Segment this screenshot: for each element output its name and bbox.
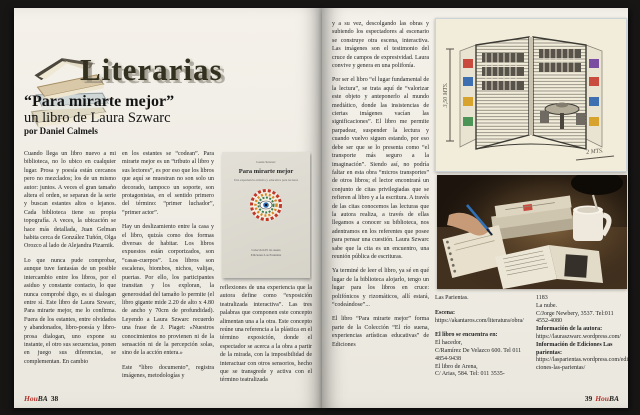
store-name: El hacedor, <box>435 340 463 347</box>
contact-info <box>435 295 628 379</box>
book-cover-subtitle: Una experiencia artística y educativa para lectores <box>233 178 299 182</box>
desk-writing-photo <box>437 175 627 289</box>
paragraph: Lo que nunca pude comprobar, aunque tuve fantasías de un posible intercambio entre los libros, por el asiduo y constante contacto, lo que nunca comprobé digo, es si dialogan entre sí. Este libro de Laura Szwarc, Para mirarte mejor, me lo confirma. Fuera de los estantes, entre olvidados y abandonados, libro-poesía y libro-prosa dialogan, uno expone su instante, el otro sus secuencias, ponen en juego sus diferencias, se complementan. En cambio <box>24 257 116 365</box>
left-page-column-3 <box>220 150 312 402</box>
publisher-name: Las Parientas. <box>435 295 469 301</box>
store-address: C/Jorge Newbery, 3537. Tel:011 4552-4080 <box>536 310 614 325</box>
left-page-column-2 <box>122 150 214 402</box>
book-cover-author: Laura Szwarc <box>256 160 276 164</box>
book-cover-collection: Colección El río suena <box>251 248 281 253</box>
article-byline: por Daniel Calmels <box>24 126 98 137</box>
paragraph: Cuando llega un libro nuevo a mi biblioteca, no lo ubico en cualquier lugar. Prosa y poesía están cercanos pero no mezclados; los de un mismo autor: juntos. A veces el gran tamaño altera el orden, se separan de la serie y buscan estantes altos o lejanos. Cada biblioteca tiene su propia topografía. A veces, la ubicación se hace más detallada, Juan Gelman habita cerca de González Tuñón, Olga Orozco al lado de Alejandra Pizarnik. <box>24 151 116 250</box>
page-number-right: 39 <box>584 394 593 403</box>
press-info-label: Información de Ediciones Las parientas: <box>536 341 613 356</box>
article-subtitle: un libro de Laura Szwarc <box>24 109 171 126</box>
right-page-footer: 39 HouBA <box>584 394 619 403</box>
author-link[interactable]: https://lauraszwarc.wordpress.com/ <box>536 333 621 340</box>
store-address: C/Ramírez De Velazco 600. Tel 011 4854-9438 <box>435 347 522 362</box>
right-page-column-1 <box>332 20 429 402</box>
stores-label: El libro se encuentra en: <box>435 332 498 339</box>
store-address: C/ Arias, 584. Tel: 011 3535- <box>435 371 505 378</box>
scene-link[interactable]: https://akantaros.com/literatura/obra/ <box>435 317 524 324</box>
phone-continuation: 1183 <box>536 295 548 301</box>
paragraph: Hay un deslizamiento entre la casa y el libro, quizás como dos formas diversas de habitar. Los libros expuestos están corporizados, son “casas-cuerpos”. Los libros son escaleras, biombos, nichos, valijas, puertas. Por ello, los participantes transitan y los exploran, la generosidad del tamaño lo permite (el libro gigante mide 2.20 de alto x 4.80 de ancho y 70cm de profundidad). Leyendo a Laura Szwarc recuerdo una frase de J. Piaget: «Nuestros conocimientos no provienen ni de la sensación ni de la percepción solas, sino de la acción entera.» <box>122 224 214 357</box>
store-name: La nube. <box>536 302 557 309</box>
article-title: “Para mirarte mejor” <box>24 93 175 110</box>
drawing-width-label: 2 MTS. <box>585 148 604 156</box>
author-info-label: Información de la autora: <box>536 326 603 333</box>
section-title: Literarias <box>80 52 223 87</box>
paragraph: reflexiones de una experiencia que la autora define como “exposición teatralizada interactiva”. Las tres palabras que componen este concepto alimentan una a la otra. Este concepto reúne una referencia a la plástica en el término exposición, donde el espectador se acerca a la obra a partir de la mirada, con la imposibilidad de interactuar con otros sensorios, hecho que se transgrede y activa con el término teatralizada <box>220 285 312 384</box>
book-cover-image <box>222 152 310 278</box>
paragraph: en los estantes se “codean”. Para mirarte mejor es un “tributo al libro y sus lectores”, es por eso que los libros que aquí se muestran no son solo un decorado, tampoco un soporte, son protagonistas, en el sentido primero del término: “primer luchador”, “primer actor”. <box>122 151 214 216</box>
magazine-logo: Hou <box>24 394 38 403</box>
contact-column-1 <box>435 295 527 379</box>
eye-mandala-emblem <box>249 188 283 222</box>
drawing-height-label: 3,50 MTS. <box>443 82 449 108</box>
book-cover-footer <box>222 248 310 257</box>
paragraph: Ya terminé de leer el libro, ya sé en qué lugar de la biblioteca alojarlo, tengo un lugar para los libros en cruce: polifónicos y rizomáticos, allí estará, “codeándose”... <box>332 268 429 308</box>
contact-column-2 <box>536 295 628 379</box>
press-link[interactable]: https://lasparientas.wordpress.com/ediciones-las-parientas/ <box>536 357 628 372</box>
paragraph: Este “libro documento”, registra imágenes, metodologías y <box>122 364 214 380</box>
paragraph: Por ser el libro “el lugar fundamental de la lectura”, se trata aquí de “valorizar este objeto y anteponerlo al mundo mediático, donde las insistencias de ciertas imágenes vacían las significaciones”. El libro me permite parpadear, suspender la lectura y cuando vuelvo siguen estando, por eso debe ser que se lo presenta como “el transporte más seguro a la imaginación”. Siendo así, no podría faltar en esta obra “micros transportes” de otros libros; el lector encontrará un conjunto de citas privilegiadas que se refieren al libro y a la escritura. A través de las citas conocemos las lecturas que la autora realiza, a través de ellas llegamos a conocer su biblioteca, nos adentramos en los referentes que posee para pensar una cuestión. Laura Szwarc sabe que la cita es un encuentro, una reunión pública de escrituras. <box>332 77 429 260</box>
left-page <box>14 8 322 408</box>
store-name: El libro de Arena, <box>435 363 478 370</box>
left-page-footer: HouBA 38 <box>24 394 59 403</box>
right-page <box>322 8 628 408</box>
paragraph: y a su vez, descolgando las obras y subiendo los espectadores al escenario se construye otra escena, interactiva. Las imágenes son el testimonio del cruce de campos de expresividad. Laura convive y genera en una polifonía. <box>332 21 429 70</box>
page-number-left: 38 <box>50 394 59 403</box>
magazine-logo: Hou <box>595 394 609 403</box>
left-page-column-1 <box>24 150 116 402</box>
book-room-drawing <box>435 18 627 172</box>
book-cover-title: Para mirarte mejor <box>238 168 294 175</box>
paragraph: El libro “Para mirarte mejor” forma parte de la Colección “El río suena, experiencias artísticas educativas” de Ediciones <box>332 316 429 348</box>
book-cover-publisher: Ediciones Las Parientas <box>250 252 282 257</box>
scene-label: Escena: <box>435 309 455 316</box>
